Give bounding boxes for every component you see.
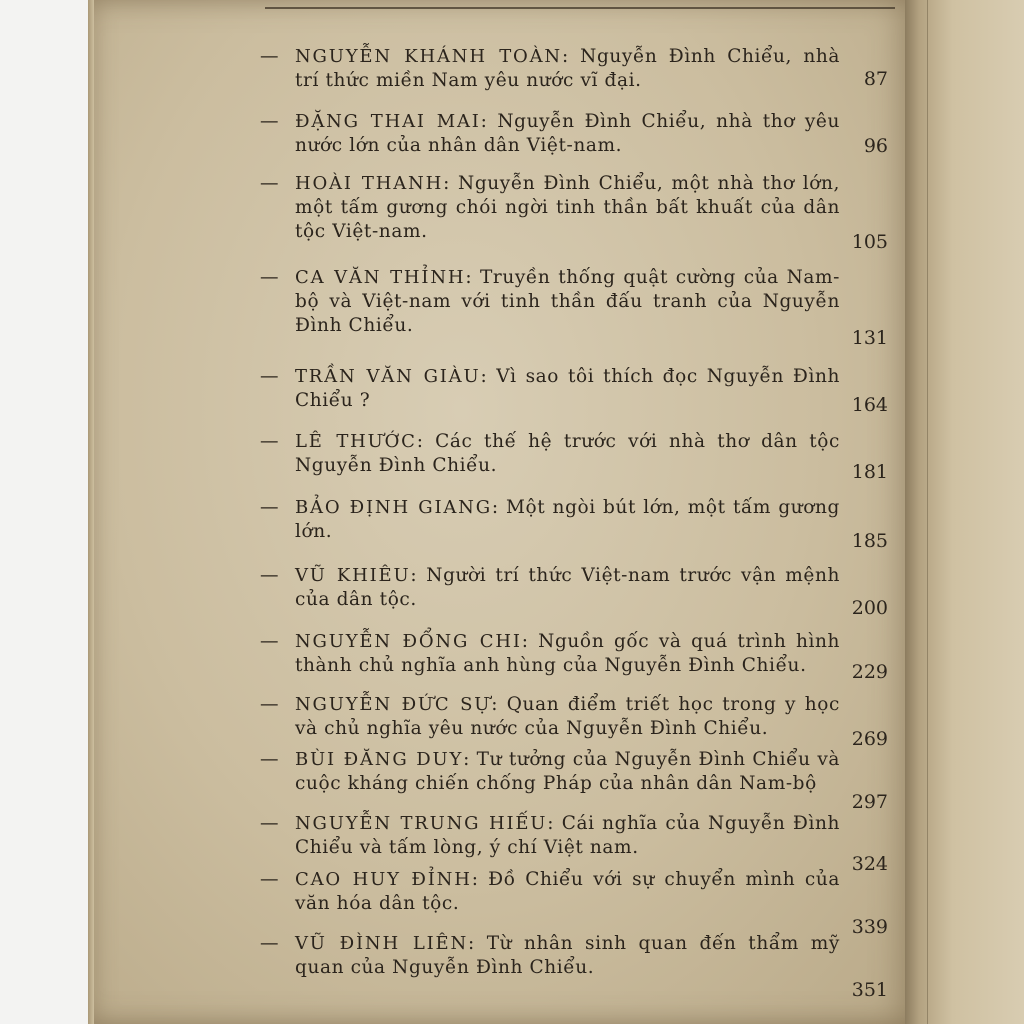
entry-author: BẢO ĐỊNH GIANG — [295, 497, 492, 518]
entry-title: : Truyền thống quật cường của Nam-bộ và Việt-nam với tinh thần đấu tranh của Nguyễn Đình Chiểu. — [295, 267, 840, 336]
entry-title: : Nguyễn Đình Chiểu, nhà trí thức miền Nam yêu nước vĩ đại. — [295, 46, 840, 91]
entry-page-number: 181 — [851, 461, 888, 483]
entry-text — [295, 932, 840, 980]
entry-author: BÙI ĐĂNG DUY — [295, 749, 464, 770]
entry-text — [295, 266, 840, 338]
entry-dash: — — [260, 631, 279, 652]
entry-page-number: 229 — [851, 661, 888, 683]
entry-page-number: 87 — [863, 68, 888, 90]
entry-dash: — — [260, 431, 279, 452]
entry-title: : Nguồn gốc và quá trình hình thành chủ nghĩa anh hùng của Nguyễn Đình Chiểu. — [295, 631, 840, 676]
entry-page-number: 96 — [863, 135, 888, 157]
entry-text — [295, 630, 840, 678]
entry-text — [295, 693, 840, 741]
entry-page-number: 200 — [851, 597, 888, 619]
entry-dash: — — [260, 933, 279, 954]
entry-title: : Người trí thức Việt-nam trước vận mệnh của dân tộc. — [295, 565, 841, 610]
entry-title: : Cái nghĩa của Nguyễn Đình Chiểu và tấm lòng, ý chí Việt nam. — [295, 813, 840, 858]
entry-title: : Các thế hệ trước với nhà thơ dân tộc Nguyễn Đình Chiểu. — [295, 431, 840, 476]
entry-text — [295, 365, 840, 413]
entry-title: : Một ngòi bút lớn, một tấm gương lớn. — [295, 497, 840, 542]
entry-dash: — — [260, 497, 279, 518]
entry-title: : Nguyễn Đình Chiểu, một nhà thơ lớn, một tấm gương chói ngời tinh thần bất khuất của dân tộc Việt-nam. — [295, 173, 840, 242]
entry-page-number: 339 — [851, 916, 888, 938]
entry-title: : Nguyễn Đình Chiểu, nhà thơ yêu nước lớn của nhân dân Việt-nam. — [295, 111, 840, 156]
entry-page-number: 269 — [851, 728, 888, 750]
entry-dash: — — [260, 366, 279, 387]
entry-author: VŨ ĐÌNH LIÊN — [295, 933, 469, 954]
entry-author: NGUYỄN ĐỨC SỰ — [295, 694, 492, 715]
entry-dash: — — [260, 267, 279, 288]
entry-title: : Đồ Chiểu với sự chuyển mình của văn hóa dân tộc. — [295, 869, 840, 914]
entry-page-number: 164 — [851, 394, 888, 416]
entry-dash: — — [260, 694, 279, 715]
entry-author: CAO HUY ĐỈNH — [295, 869, 472, 890]
entry-text — [295, 45, 840, 93]
entry-text — [295, 172, 840, 244]
entry-text — [295, 430, 840, 478]
entry-title: : Quan điểm triết học trong y học và chủ nghĩa yêu nước của Nguyễn Đình Chiểu. — [295, 694, 840, 739]
entry-author: ĐẶNG THAI MAI — [295, 111, 481, 132]
entry-page-number: 351 — [851, 979, 888, 1001]
entry-author: TRẦN VĂN GIÀU — [295, 366, 481, 387]
entry-text — [295, 110, 840, 158]
entry-page-number: 185 — [851, 530, 888, 552]
entry-dash: — — [260, 813, 279, 834]
entry-author: NGUYỄN TRUNG HIẾU — [295, 813, 548, 834]
entry-text — [295, 748, 840, 796]
entry-page-number: 131 — [851, 327, 888, 349]
entry-text — [295, 868, 840, 916]
entry-author: VŨ KHIÊU — [295, 565, 411, 586]
entry-author: HOÀI THANH — [295, 173, 444, 194]
entry-author: NGUYỄN ĐỔNG CHI — [295, 631, 522, 652]
entry-dash: — — [260, 749, 279, 770]
entry-author: NGUYỄN KHÁNH TOÀN — [295, 46, 562, 67]
entry-text — [295, 812, 840, 860]
entry-title: : Tư tưởng của Nguyễn Đình Chiểu và cuộc kháng chiến chống Pháp của nhân dân Nam-bộ — [295, 749, 840, 794]
entry-dash: — — [260, 565, 279, 586]
entry-dash: — — [260, 173, 279, 194]
entry-dash: — — [260, 869, 279, 890]
entry-title: : Từ nhân sinh quan đến thẩm mỹ quan của Nguyễn Đình Chiểu. — [295, 933, 840, 978]
entry-author: CA VĂN THỈNH — [295, 267, 466, 288]
entry-text — [295, 496, 840, 544]
entry-page-number: 297 — [851, 791, 888, 813]
entry-dash: — — [260, 46, 279, 67]
entry-dash: — — [260, 111, 279, 132]
entry-page-number: 324 — [851, 853, 888, 875]
entry-title: : Vì sao tôi thích đọc Nguyễn Đình Chiểu ? — [295, 366, 840, 411]
entry-text — [295, 564, 840, 612]
entry-page-number: 105 — [851, 231, 888, 253]
entry-author: LÊ THƯỚC — [295, 431, 417, 452]
